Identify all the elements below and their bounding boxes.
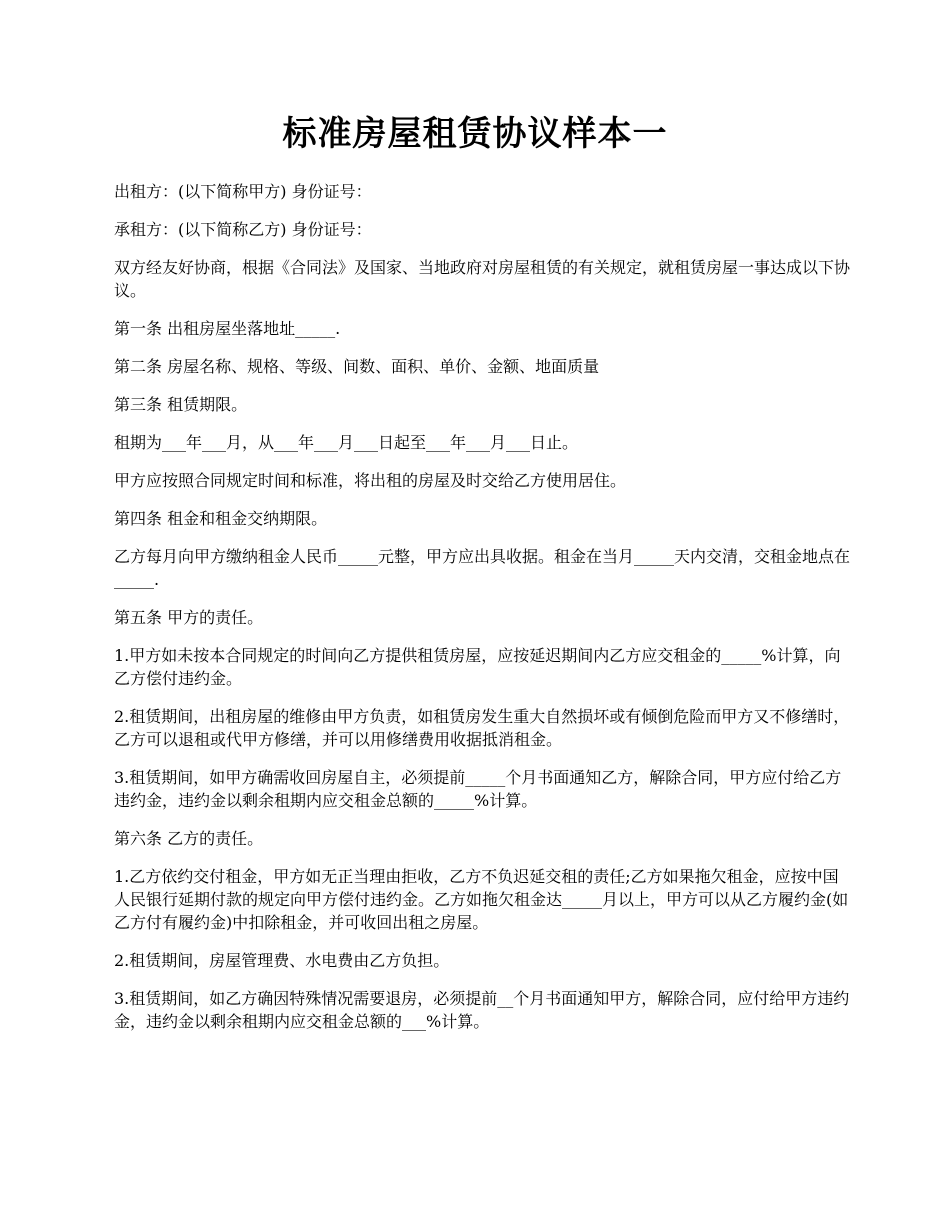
paragraph-lessee: 承租方：(以下简称乙方) 身份证号： [114, 220, 372, 239]
paragraph-lessor-duty-1: 1.甲方如未按本合同规定的时间向乙方提供租赁房屋，应按延迟期间内乙方应交租金的_____%计算，向乙方偿付违约金。 [114, 646, 841, 688]
paragraph-handover: 甲方应按照合同规定时间和标准，将出租的房屋及时交给乙方使用居住。 [114, 471, 627, 490]
paragraph-lessor-duty-3: 3.租赁期间，如甲方确需收回房屋自主，必须提前_____个月书面通知乙方，解除合同，甲方应付给乙方违约金，违约金以剩余租期内应交租金总额的_____%计算。 [114, 768, 842, 810]
document-title: 标准房屋租赁协议样本一 [282, 114, 668, 154]
paragraph-lease-term: 租期为___年___月，从___年___月___日起至___年___月___日止。 [114, 433, 579, 452]
paragraph-lessor: 出租方：(以下简称甲方) 身份证号： [114, 182, 372, 201]
paragraph-lessee-duty-2: 2.租赁期间，房屋管理费、水电费由乙方负担。 [114, 951, 450, 970]
paragraph-lessor-duty-2: 2.租赁期间，出租房屋的维修由甲方负责，如租赁房发生重大自然损坏或有倾倒危险而甲方又不修缮时，乙方可以退租或代甲方修缮，并可以用修缮费用收据抵消租金。 [114, 707, 850, 749]
paragraph-article-6: 第六条 乙方的责任。 [114, 829, 264, 848]
paragraph-article-2: 第二条 房屋名称、规格、等级、间数、面积、单价、金额、地面质量 [114, 357, 600, 376]
paragraph-rent-payment: 乙方每月向甲方缴纳租金人民币_____元整，甲方应出具收据。租金在当月_____天内交清，交租金地点在_____. [114, 547, 851, 589]
paragraph-article-5: 第五条 甲方的责任。 [114, 608, 264, 627]
paragraph-article-3: 第三条 租赁期限。 [114, 395, 248, 414]
document-body [114, 180, 850, 1048]
paragraph-lessee-duty-1: 1.乙方依约交付租金，甲方如无正当理由拒收，乙方不负迟延交租的责任;乙方如果拖欠租金，应按中国人民银行延期付款的规定向甲方偿付违约金。乙方如拖欠租金达_____月以上，甲方可以从乙方履约金(如乙方付有履约金)中扣除租金，并可收回出租之房屋。 [114, 867, 849, 932]
paragraph-article-4: 第四条 租金和租金交纳期限。 [114, 509, 328, 528]
paragraph-lessee-duty-3: 3.租赁期间，如乙方确因特殊情况需要退房，必须提前__个月书面通知甲方，解除合同，应付给甲方违约金，违约金以剩余租期内应交租金总额的___%计算。 [114, 989, 850, 1031]
paragraph-article-1: 第一条 出租房屋坐落地址_____. [114, 319, 341, 338]
paragraph-preamble: 双方经友好协商，根据《合同法》及国家、当地政府对房屋租赁的有关规定，就租赁房屋一事达成以下协议。 [114, 258, 851, 300]
